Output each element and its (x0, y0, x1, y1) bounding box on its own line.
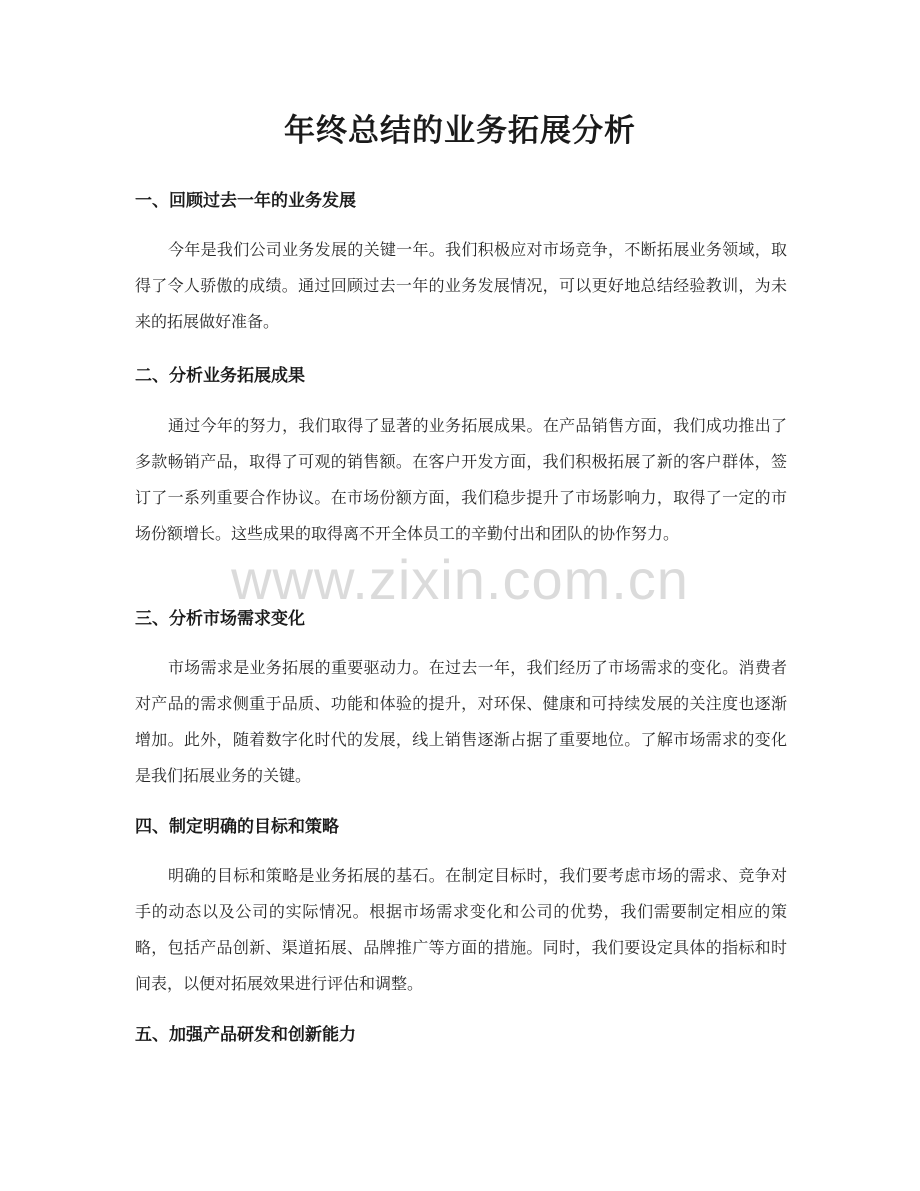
section-heading-5: 五、加强产品研发和创新能力 (135, 1025, 356, 1045)
section-paragraph-1: 今年是我们公司业务发展的关键一年。我们积极应对市场竞争，不断拓展业务领域，取得了令人骄傲的成绩。通过回顾过去一年的业务发展情况，可以更好地总结经验教训，为未来的拓展做好准备。 (135, 240, 787, 331)
section-paragraph-3: 市场需求是业务拓展的重要驱动力。在过去一年，我们经历了市场需求的变化。消费者对产品的需求侧重于品质、功能和体验的提升，对环保、健康和可持续发展的关注度也逐渐增加。此外，随着数字化时代的发展，线上销售逐渐占据了重要地位。了解市场需求的变化是我们拓展业务的关键。 (135, 658, 787, 785)
watermark: www.zixin.com.cn (231, 548, 689, 611)
section-heading-1: 一、回顾过去一年的业务发展 (135, 191, 356, 211)
section-paragraph-4: 明确的目标和策略是业务拓展的基石。在制定目标时，我们要考虑市场的需求、竞争对手的动态以及公司的实际情况。根据市场需求变化和公司的优势，我们需要制定相应的策略，包括产品创新、渠道拓展、品牌推广等方面的措施。同时，我们要设定具体的指标和时间表，以便对拓展效果进行评估和调整。 (135, 866, 787, 993)
section-paragraph-2: 通过今年的努力，我们取得了显著的业务拓展成果。在产品销售方面，我们成功推出了多款畅销产品，取得了可观的销售额。在客户开发方面，我们积极拓展了新的客户群体，签订了一系列重要合作协议。在市场份额方面，我们稳步提升了市场影响力，取得了一定的市场份额增长。这些成果的取得离不开全体员工的辛勤付出和团队的协作努力。 (135, 416, 787, 543)
document-title: 年终总结的业务拓展分析 (284, 113, 636, 149)
section-heading-3: 三、分析市场需求变化 (135, 609, 305, 629)
section-heading-2: 二、分析业务拓展成果 (135, 366, 305, 386)
section-heading-4: 四、制定明确的目标和策略 (135, 817, 339, 837)
